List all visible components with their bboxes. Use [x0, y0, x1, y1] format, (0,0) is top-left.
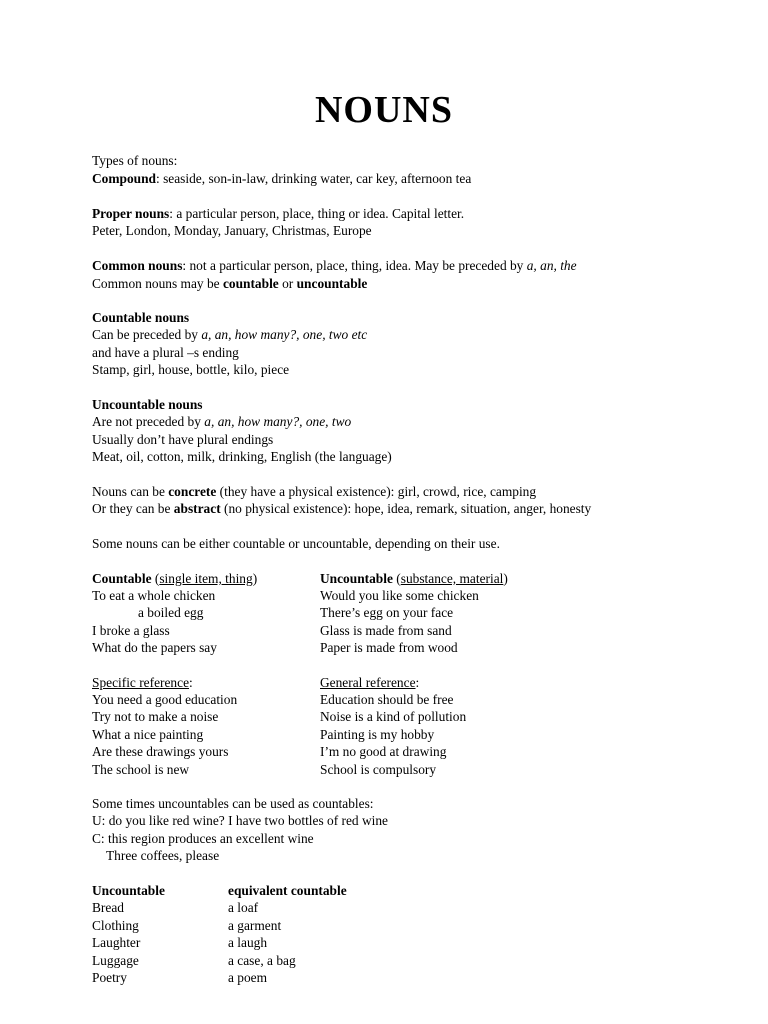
table1-left-row: What do the papers say: [92, 640, 217, 655]
uncountable-l1a: Are not preceded by: [92, 414, 205, 429]
table3-right-head-bold: equivalent countable: [228, 883, 347, 898]
table3-right-row: a laugh: [228, 935, 268, 950]
table2-right-colon: :: [415, 675, 420, 690]
table2-right-row: Noise is a kind of pollution: [320, 709, 467, 724]
table3-right-row: a loaf: [228, 900, 259, 915]
table3-left-row: Luggage: [92, 953, 139, 968]
countable-heading: [92, 309, 189, 326]
table3-left-row: Poetry: [92, 970, 127, 985]
table3-left-head: [92, 882, 165, 899]
table2-left-row: What a nice painting: [92, 727, 204, 742]
common-or: or: [278, 276, 297, 291]
table1-left-paren-close: ): [252, 571, 258, 586]
either-line: Some nouns can be either countable or uncountable, depending on their use.: [92, 536, 500, 551]
uncountable-heading-text: Uncountable nouns: [92, 397, 203, 412]
table1-right-row: Glass is made from sand: [320, 623, 452, 638]
proper-examples: Peter, London, Monday, January, Christmas, Europe: [92, 223, 372, 238]
countable-l1b: a, an, how many?, one, two etc: [201, 327, 368, 342]
table1-right-head: [320, 570, 508, 587]
uncountable-line-1: [92, 413, 351, 430]
types-heading: Types of nouns:: [92, 153, 178, 168]
proper-line: [92, 205, 464, 222]
table2-left-colon: :: [189, 675, 193, 690]
table2-left-row: Try not to make a noise: [92, 709, 219, 724]
compound-line: [92, 170, 471, 187]
abstract-a: Or they can be: [92, 501, 174, 516]
common-line-2: [92, 275, 367, 292]
sometimes-line-3: C: this region produces an excellent wine: [92, 831, 314, 846]
table2-left-head: [92, 674, 193, 691]
table3-right-head: [228, 882, 347, 899]
concrete-a: Nouns can be: [92, 484, 169, 499]
common-label: Common nouns: [92, 258, 183, 273]
proper-text: : a particular person, place, thing or idea. Capital letter.: [169, 206, 465, 221]
common-line2-text: Common nouns may be: [92, 276, 223, 291]
countable-heading-text: Countable nouns: [92, 310, 190, 325]
table2-left-row: You need a good education: [92, 692, 238, 707]
table1-right-paren-open: (: [392, 571, 401, 586]
table3-left-row: Bread: [92, 900, 124, 915]
table2-left-row: Are these drawings yours: [92, 744, 229, 759]
table1-right-head-bold: Uncountable: [320, 571, 393, 586]
table1-right-row: There’s egg on your face: [320, 605, 454, 620]
countable-line-2: and have a plural –s ending: [92, 345, 239, 360]
concrete-c: (they have a physical existence): girl, crowd, rice, camping: [216, 484, 537, 499]
table2-right-row: School is compulsory: [320, 762, 437, 777]
abstract-c: (no physical existence): hope, idea, remark, situation, anger, honesty: [220, 501, 592, 516]
table2-right-head: [320, 674, 419, 691]
page-title: NOUNS: [314, 89, 454, 131]
compound-text: : seaside, son-in-law, drinking water, car key, afternoon tea: [156, 171, 472, 186]
table3-right-row: a garment: [228, 918, 282, 933]
table1-left-paren-open: (: [151, 571, 160, 586]
sometimes-line-2: U: do you like red wine? I have two bottles of red wine: [92, 813, 388, 828]
table2-right-row: Education should be free: [320, 692, 454, 707]
sometimes-line-1: Some times uncountables can be used as countables:: [92, 796, 374, 811]
abstract-b: abstract: [173, 501, 221, 516]
table2-right-row: I’m no good at drawing: [320, 744, 447, 759]
sometimes-line-4: Three coffees, please: [106, 848, 220, 863]
table1-right-paren-close: ): [503, 571, 508, 586]
table3-left-head-bold: Uncountable: [92, 883, 165, 898]
table1-right-head-underline: substance, material: [400, 571, 504, 586]
uncountable-line-2: Usually don’t have plural endings: [92, 432, 274, 447]
table3-left-row: Clothing: [92, 918, 139, 933]
common-countable: countable: [222, 276, 279, 291]
countable-line-3: Stamp, girl, house, bottle, kilo, piece: [92, 362, 290, 377]
compound-label: Compound: [92, 171, 157, 186]
common-line: [92, 257, 577, 274]
table1-left-row: a boiled egg: [138, 605, 204, 620]
common-text: : not a particular person, place, thing, idea. May be preceded by: [182, 258, 527, 273]
table3-left-row: Laughter: [92, 935, 141, 950]
table3-right-row: a case, a bag: [228, 953, 296, 968]
table1-left-head-underline: single item, thing: [159, 571, 253, 586]
concrete-b: concrete: [168, 484, 217, 499]
table2-right-head-underline: General reference: [320, 675, 416, 690]
common-uncountable: uncountable: [296, 276, 368, 291]
countable-line-1: [92, 326, 367, 343]
table2-right-row: Painting is my hobby: [320, 727, 435, 742]
uncountable-l1b: a, an, how many?, one, two: [204, 414, 352, 429]
table1-left-head: [92, 570, 257, 587]
table1-right-row: Paper is made from wood: [320, 640, 458, 655]
uncountable-heading: [92, 396, 203, 413]
concrete-line: [92, 483, 536, 500]
table1-left-row: To eat a whole chicken: [92, 588, 216, 603]
table1-left-row: I broke a glass: [92, 623, 170, 638]
countable-l1a: Can be preceded by: [92, 327, 202, 342]
table2-left-row: The school is new: [92, 762, 190, 777]
table1-left-head-bold: Countable: [92, 571, 152, 586]
proper-label: Proper nouns: [92, 206, 170, 221]
uncountable-line-3: Meat, oil, cotton, milk, drinking, English (the language): [92, 449, 392, 464]
common-articles: a, an, the: [526, 258, 577, 273]
table2-left-head-underline: Specific reference: [92, 675, 190, 690]
table1-right-row: Would you like some chicken: [320, 588, 479, 603]
table3-right-row: a poem: [228, 970, 268, 985]
abstract-line: [92, 500, 591, 517]
